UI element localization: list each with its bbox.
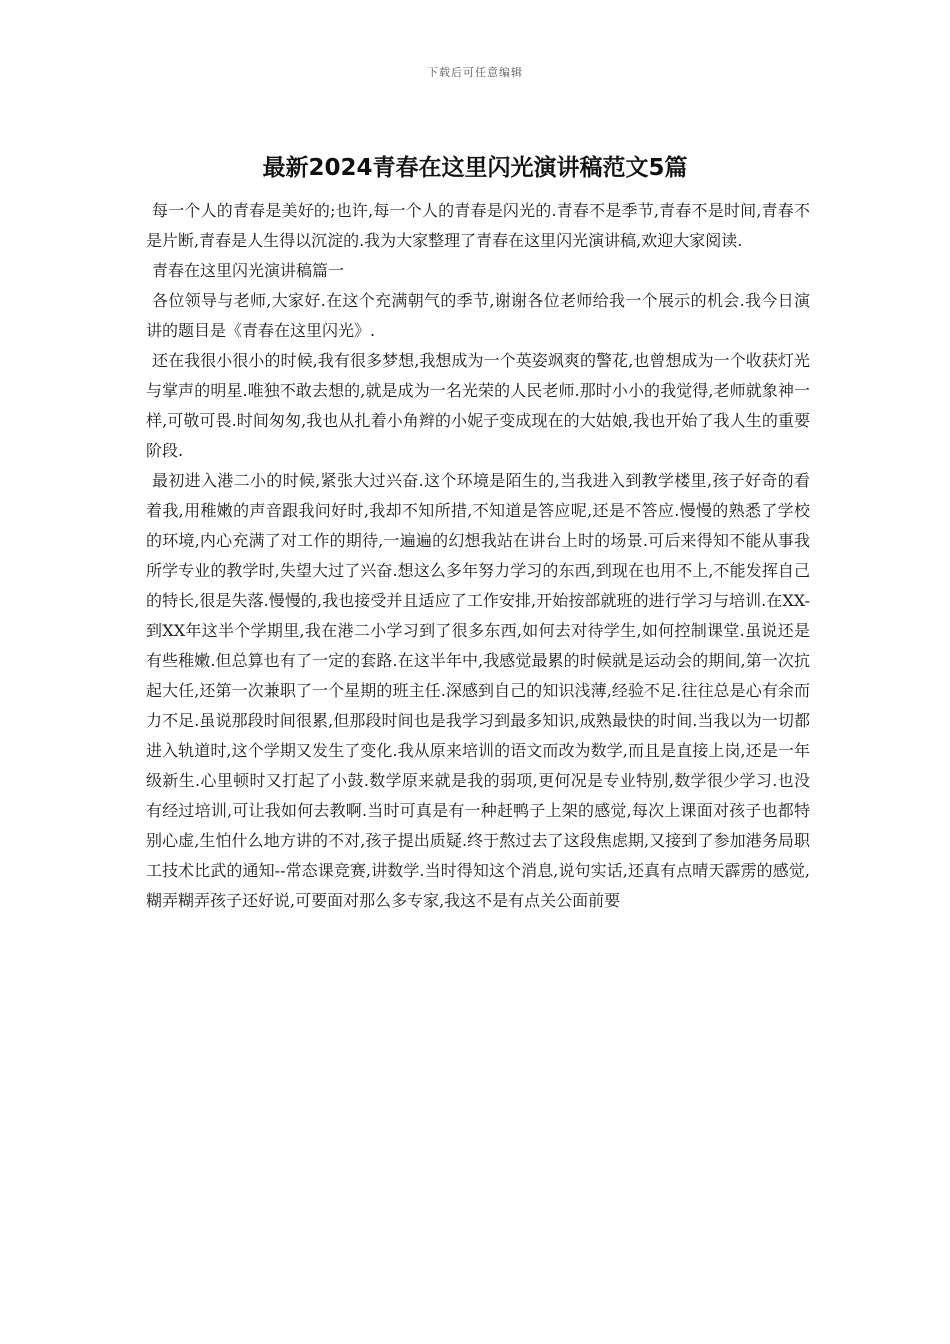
page-header: 下载后可任意编辑	[427, 66, 523, 79]
section-heading: 青春在这里闪光演讲稿篇一	[152, 261, 345, 280]
paragraph-greeting: 各位领导与老师,大家好.在这个充满朝气的季节,谢谢各位老师给我一个展示的机会.我今日演讲的题目是《青春在这里闪光》.	[146, 291, 810, 340]
document-title: 最新2024青春在这里闪光演讲稿范文5篇	[262, 155, 688, 181]
paragraph-experience: 最初进入港二小的时候,紧张大过兴奋.这个环境是陌生的,当我进入到教学楼里,孩子好奇的看着我,用稚嫩的声音跟我问好时,我却不知所措,不知道是答应呢,还是不答应.慢慢的熟悉了学校的环境,内心充满了对工作的期待,一遍遍的幻想我站在讲台上时的场景.可后来得知不能从事我所学专业的教学时,失望大过了兴奋.想这么多年努力学习的东西,到现在也用不上,不能发挥自己的特长,很是失落.慢慢的,我也接受并且适应了工作安排,开始按部就班的进行学习与培训.在XX-到XX年这半个学期里,我在港二小学习到了很多东西,如何去对待学生,如何控制课堂.虽说还是有些稚嫩.但总算也有了一定的套路.在这半年中,我感觉最累的时候就是运动会的期间,第一次抗起大任,还第一次兼职了一个星期的班主任.深感到自己的知识浅薄,经验不足.往往总是心有余而力不足.虽说那段时间很累,但那段时间也是我学习到最多知识,成熟最快的时间.当我以为一切都进入轨道时,这个学期又发生了变化.我从原来培训的语文而改为数学,而且是直接上岗,还是一年级新生.心里顿时又打起了小鼓.数学原来就是我的弱项,更何况是专业特别,数学很少学习.也没有经过培训,可让我如何去教啊.当时可真是有一种赶鸭子上架的感觉,每次上课面对孩子也都特别心虚,生怕什么地方讲的不对,孩子提出质疑.终于熬过去了这段焦虑期,又接到了参加港务局职工技术比武的通知--常态课竞赛,讲数学.当时得知这个消息,说句实话,还真有点晴天霹雳的感觉,糊弄糊弄孩子还好说,可要面对那么多专家,我这不是有点关公面前要	[146, 471, 810, 910]
paragraph-childhood: 还在我很小很小的时候,我有很多梦想,我想成为一个英姿飒爽的警花,也曾想成为一个收获灯光与掌声的明星.唯独不敢去想的,就是成为一名光荣的人民老师.那时小小的我觉得,老师就象神一样,可敬可畏.时间匆匆,我也从扎着小角辫的小妮子变成现在的大姑娘,我也开始了我人生的重要阶段.	[146, 351, 810, 460]
paragraph-intro: 每一个人的青春是美好的;也许,每一个人的青春是闪光的.青春不是季节,青春不是时间,青春不是片断,青春是人生得以沉淀的.我为大家整理了青春在这里闪光演讲稿,欢迎大家阅读.	[146, 201, 810, 250]
document-body	[146, 196, 810, 916]
